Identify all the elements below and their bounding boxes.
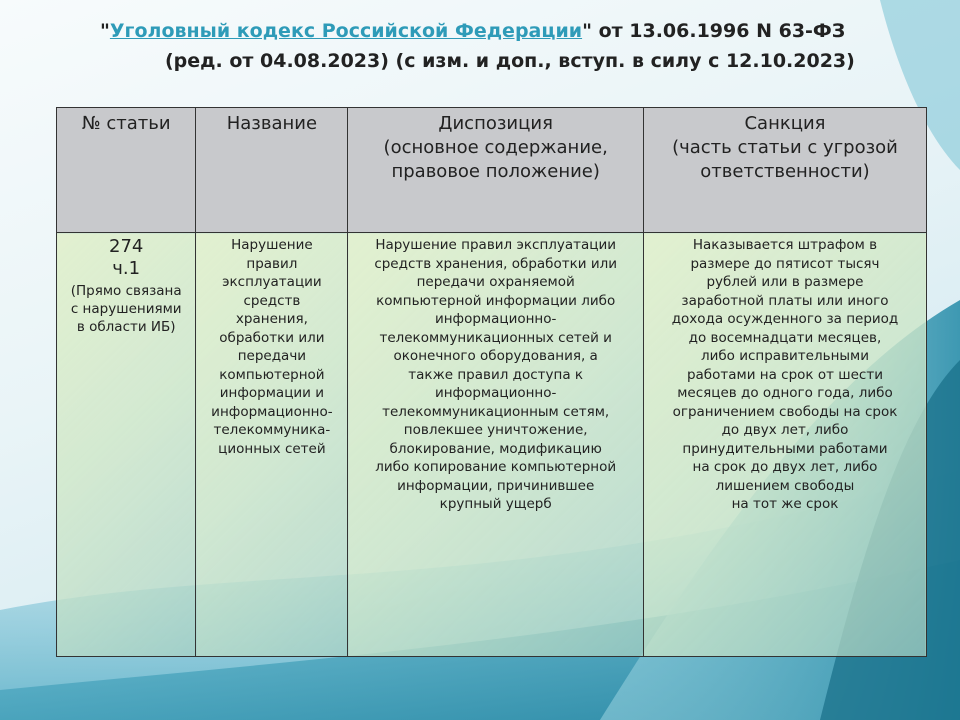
table-header-row: [57, 108, 927, 233]
header-sanction: Санкция (часть статьи с угрозой ответственности): [643, 108, 926, 233]
title-line-2: (ред. от 04.08.2023) (с изм. и доп., вступ. в силу с 12.10.2023): [165, 50, 855, 72]
article-number: 274: [109, 236, 144, 257]
article-note: (Прямо связана с нарушениями в области ИБ): [70, 283, 182, 335]
cell-article-number: [57, 233, 196, 657]
title-line-1: [100, 20, 845, 42]
code-link[interactable]: Уголовный кодекс Российской Федерации: [109, 20, 583, 42]
header-disposition: Диспозиция (основное содержание, правовое положение): [348, 108, 644, 233]
title-rest: " от 13.06.1996 N 63-ФЗ: [582, 20, 846, 42]
cell-disposition: Нарушение правил эксплуатации средств хранения, обработки или передачи охраняемой компьютерной информации либо информационно- телекоммуникационных сетей и оконечного оборудования, а также правил доступа к информационно- телекоммуникационным сетям, повлекшее уничтожение, блокирование, модификацию либо копирование компьютерной информации, причинившее крупный ущерб: [348, 233, 644, 657]
header-name: Название: [196, 108, 348, 233]
header-article-number: № статьи: [57, 108, 196, 233]
title-quote-open: ": [100, 20, 110, 42]
table-row: [57, 233, 927, 657]
cell-sanction: Наказывается штрафом в размере до пятисот тысяч рублей или в размере заработной платы или иного дохода осужденного за период до восемнадцати месяцев, либо исправительными работами на срок от шести месяцев до одного года, либо ограничением свободы на срок до двух лет, либо принудительными работами на срок до двух лет, либо лишением свободы на тот же срок: [643, 233, 926, 657]
cell-name: Нарушение правил эксплуатации средств хранения, обработки или передачи компьютерной информации и информационно- телекоммуника- ционных сетей: [196, 233, 348, 657]
article-table: [56, 107, 927, 657]
article-part: ч.1: [112, 258, 141, 279]
